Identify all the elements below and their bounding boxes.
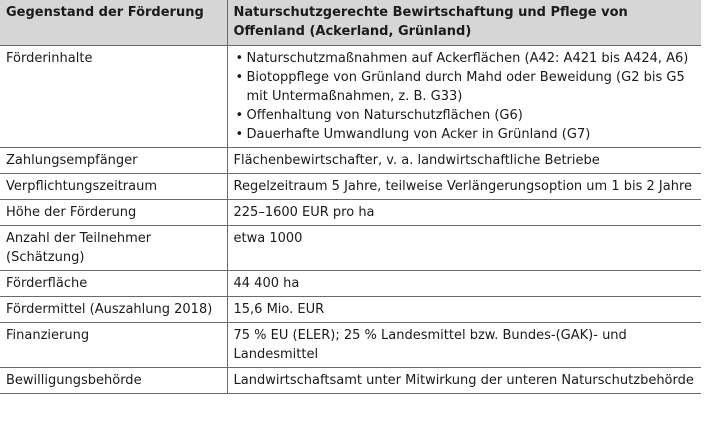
table-row	[0, 368, 701, 394]
row-value: 75 % EU (ELER); 25 % Landesmittel bzw. Bundes-(GAK)- und Landesmittel	[227, 323, 701, 368]
row-label: Zahlungsempfänger	[0, 148, 227, 174]
row-value: 15,6 Mio. EUR	[227, 297, 701, 323]
row-label: Bewilligungsbehörde	[0, 368, 227, 394]
list-item: • Offenhaltung von Naturschutzflächen (G6)	[235, 108, 523, 123]
bullet-icon: •	[235, 70, 244, 85]
table-row	[0, 148, 701, 174]
row-label-foerderinhalte: Förderinhalte	[0, 46, 227, 148]
table-row	[0, 226, 701, 271]
header-measure-title: Naturschutzgerechte Bewirtschaftung und Pflege von Offenland (Ackerland, Grünland)	[227, 0, 701, 46]
row-label: Verpflichtungszeitraum	[0, 174, 227, 200]
row-value: Landwirtschaftsamt unter Mitwirkung der unteren Naturschutzbehörde	[227, 368, 701, 394]
bullet-icon: •	[235, 127, 244, 142]
bullet-icon: •	[235, 108, 244, 123]
row-value: Flächenbewirtschafter, v. a. landwirtschaftliche Betriebe	[227, 148, 701, 174]
table-row	[0, 297, 701, 323]
row-value: Regelzeitraum 5 Jahre, teilweise Verlängerungsoption um 1 bis 2 Jahre	[227, 174, 701, 200]
row-value-foerderinhalte	[227, 46, 701, 148]
table-row	[0, 323, 701, 368]
row-label: Finanzierung	[0, 323, 227, 368]
row-label: Förderfläche	[0, 271, 227, 297]
table-row	[0, 271, 701, 297]
row-value: 44 400 ha	[227, 271, 701, 297]
row-label: Höhe der Förderung	[0, 200, 227, 226]
header-subject: Gegenstand der Förderung	[0, 0, 227, 46]
table-row	[0, 174, 701, 200]
list-item: • Naturschutzmaßnahmen auf Ackerflächen (A42: A421 bis A424, A6)	[235, 51, 689, 66]
list-item: • Biotoppflege von Grünland durch Mahd oder Beweidung (G2 bis G5 mit Untermaßnahmen, z. B. G33)	[235, 70, 685, 104]
bullet-list	[234, 49, 696, 144]
row-label: Anzahl der Teilnehmer (Schätzung)	[0, 226, 227, 271]
table-row	[0, 46, 701, 148]
row-value: etwa 1000	[227, 226, 701, 271]
bullet-icon: •	[235, 51, 244, 66]
table-row	[0, 200, 701, 226]
row-label: Fördermittel (Auszahlung 2018)	[0, 297, 227, 323]
row-value: 225–1600 EUR pro ha	[227, 200, 701, 226]
table-header-row	[0, 0, 701, 46]
list-item: • Dauerhafte Umwandlung von Acker in Grünland (G7)	[235, 127, 591, 142]
